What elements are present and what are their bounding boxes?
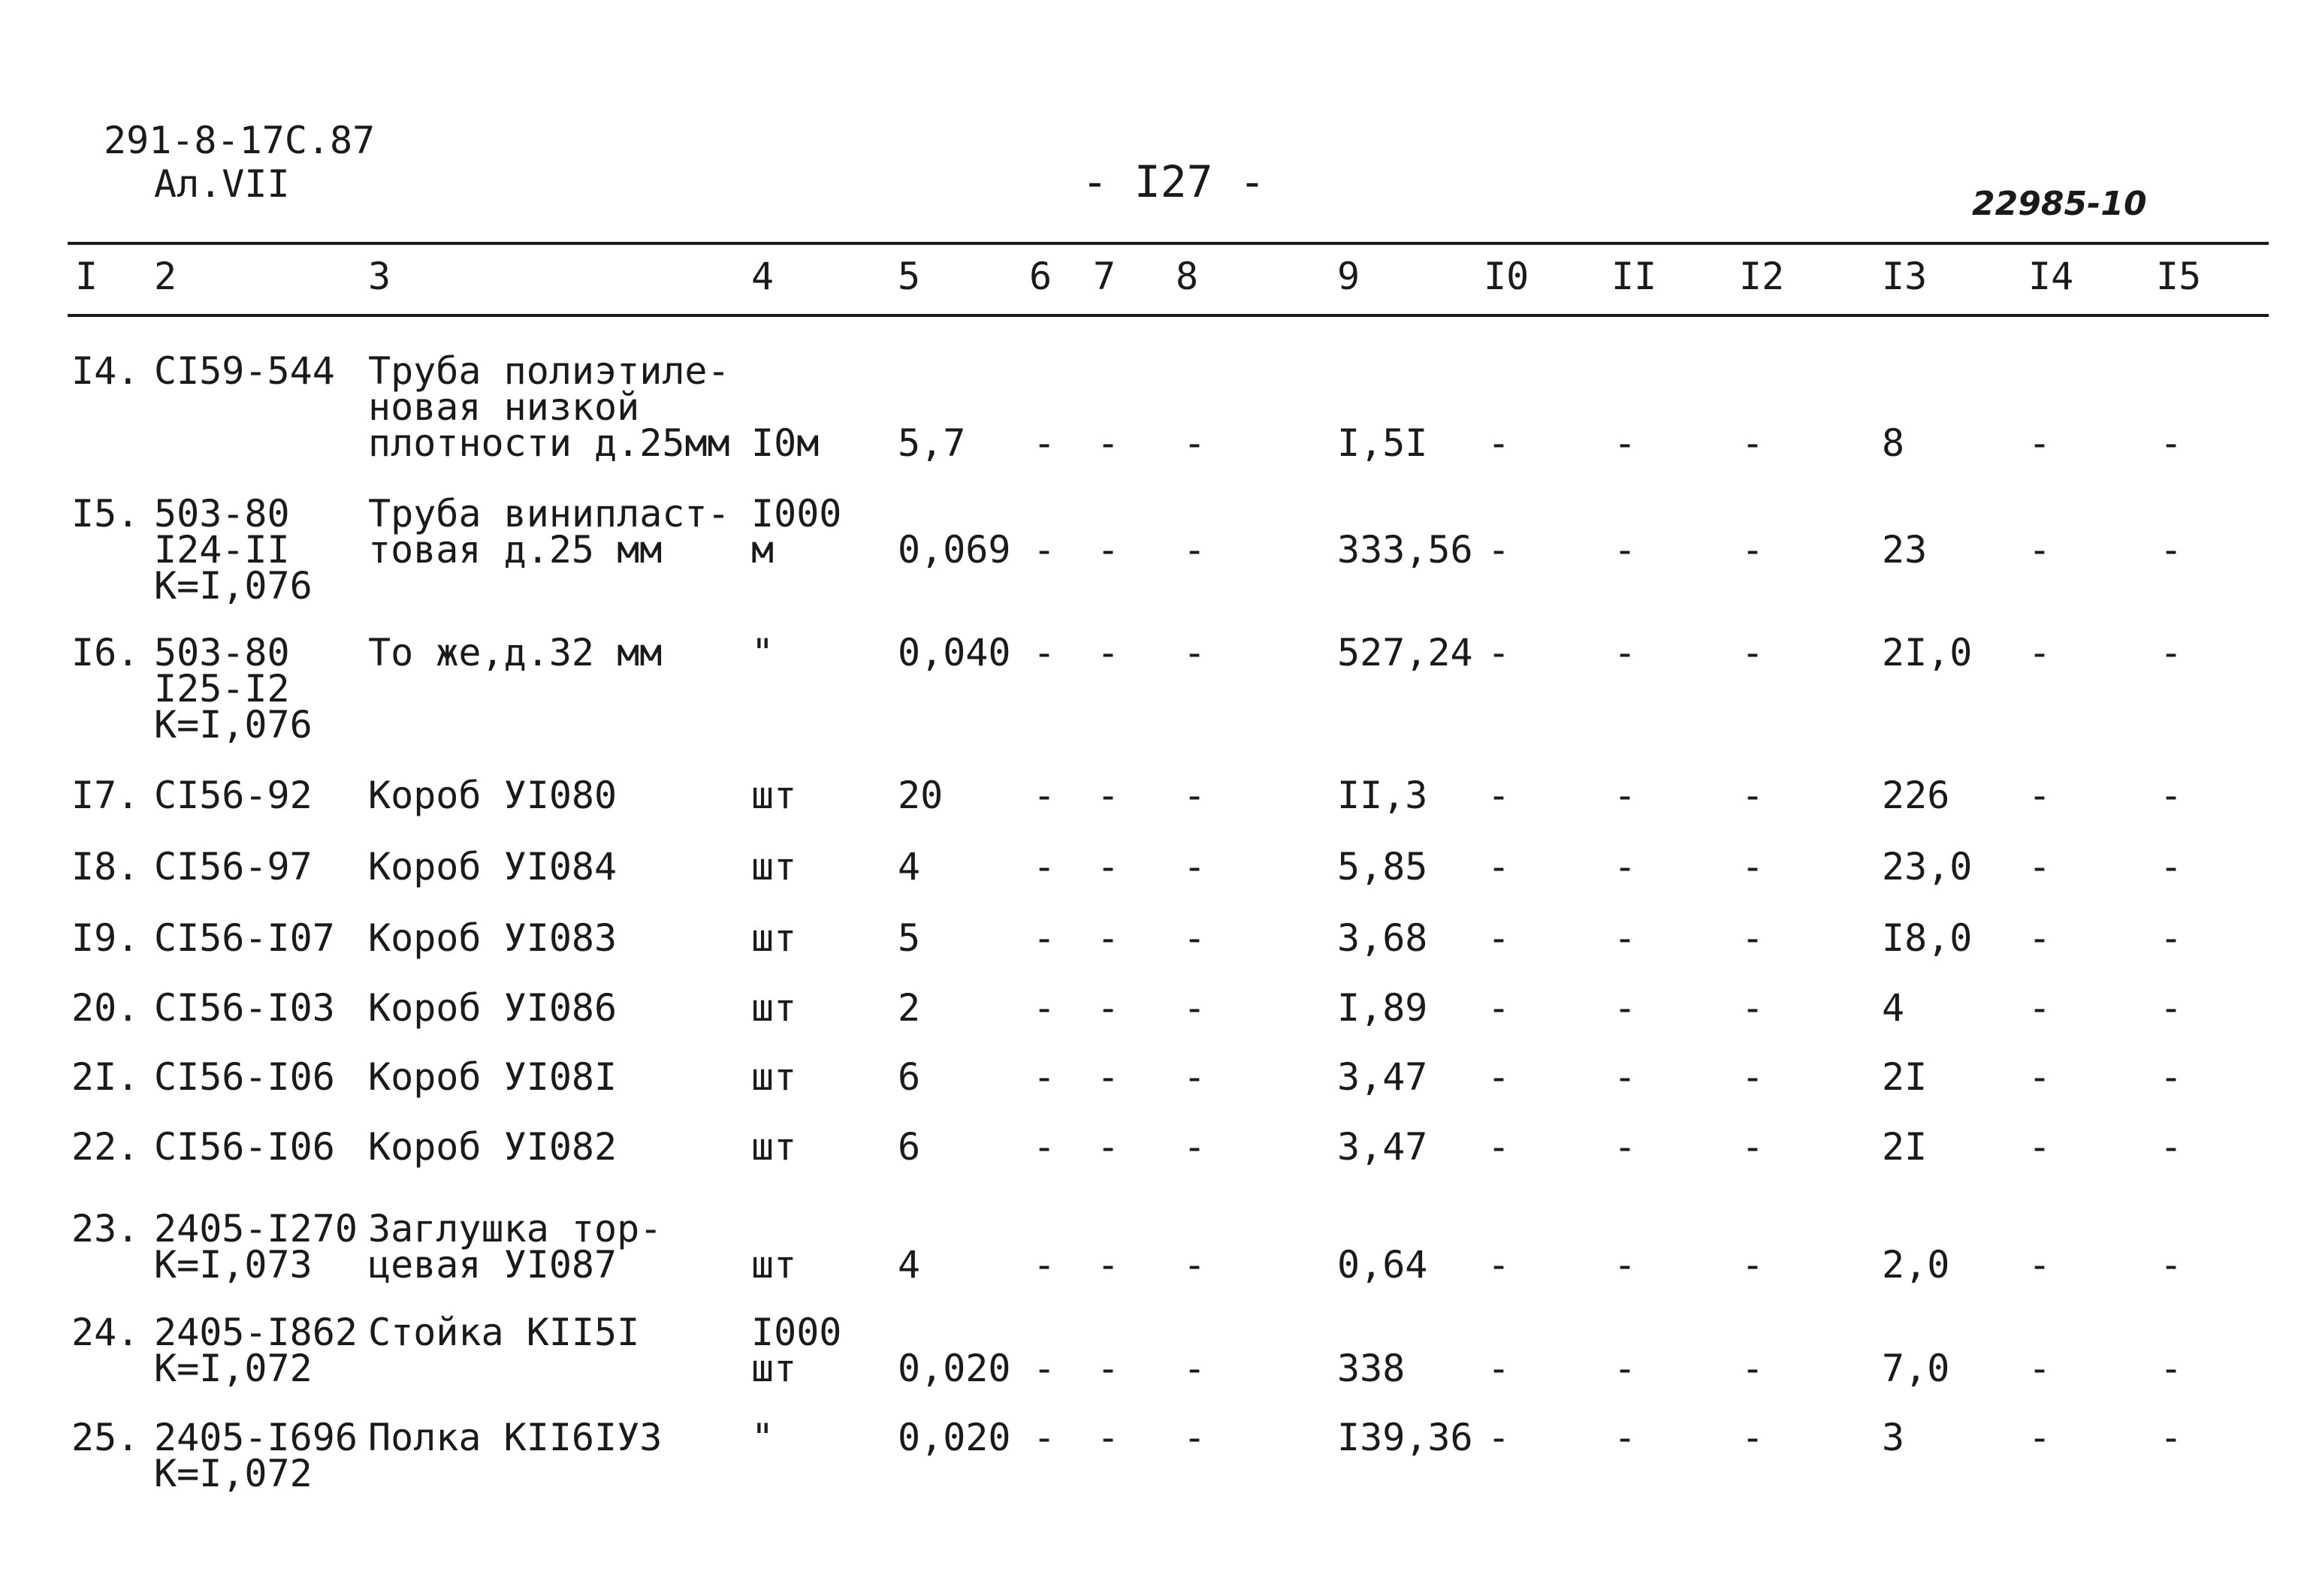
row-col9-value: I,89 (1337, 986, 1428, 1030)
row-c11-dash: - (1614, 631, 1637, 674)
row-name: Заглушка тор- цевая УI087 (368, 1207, 663, 1287)
row-c14-dash: - (2028, 1347, 2052, 1390)
row-c14-dash: - (2028, 986, 2052, 1030)
column-number-2: 2 (154, 255, 177, 298)
row-c14-dash: - (2028, 774, 2052, 817)
row-col13-value: 7,0 (1882, 1347, 1950, 1390)
row-c14-dash: - (2028, 1243, 2052, 1287)
row-code: 503-80 I24-II К=I,076 (154, 492, 313, 608)
row-code: CI59-544 (154, 349, 335, 393)
header-bottom-rule (68, 314, 2269, 317)
row-col13-value: 2,0 (1882, 1243, 1950, 1287)
column-number-15: I5 (2156, 255, 2202, 298)
row-number: I6. (71, 631, 140, 674)
row-col13-value: 2I (1882, 1125, 1928, 1169)
row-col9-value: 3,47 (1337, 1125, 1428, 1169)
row-number: 25. (71, 1416, 140, 1459)
row-c10-dash: - (1487, 1125, 1511, 1169)
row-col5-value: 4 (898, 1243, 921, 1287)
row-code: CI56-I06 (154, 1125, 335, 1169)
row-name: Короб УI08I (368, 1055, 618, 1099)
column-number-8: 8 (1176, 255, 1199, 298)
row-c7-dash: - (1097, 631, 1120, 674)
row-c7-dash: - (1097, 1125, 1120, 1169)
row-col13-value: 2I (1882, 1055, 1928, 1099)
row-c14-dash: - (2028, 1055, 2052, 1099)
row-c8-dash: - (1183, 528, 1206, 572)
row-c15-dash: - (2160, 1125, 2183, 1169)
row-c8-dash: - (1183, 1055, 1206, 1099)
row-c10-dash: - (1487, 916, 1511, 960)
row-c15-dash: - (2160, 421, 2183, 465)
row-c8-dash: - (1183, 916, 1206, 960)
column-number-6: 6 (1029, 255, 1052, 298)
row-c8-dash: - (1183, 1416, 1206, 1459)
row-unit: шт (751, 916, 797, 960)
row-c6-dash: - (1033, 528, 1056, 572)
row-c8-dash: - (1183, 845, 1206, 889)
row-number: I8. (71, 845, 140, 889)
row-c7-dash: - (1097, 1055, 1120, 1099)
row-unit: шт (751, 1055, 797, 1099)
row-col9-value: I,5I (1337, 421, 1428, 465)
row-c14-dash: - (2028, 845, 2052, 889)
row-c12-dash: - (1741, 528, 1765, 572)
row-col9-value: 5,85 (1337, 845, 1428, 889)
row-c6-dash: - (1033, 774, 1056, 817)
row-col5-value: 6 (898, 1125, 921, 1169)
row-number: 22. (71, 1125, 140, 1169)
row-col9-value: I39,36 (1337, 1416, 1473, 1459)
row-c10-dash: - (1487, 986, 1511, 1030)
row-code: 2405-I862 К=I,072 (154, 1311, 358, 1390)
row-c7-dash: - (1097, 986, 1120, 1030)
row-c15-dash: - (2160, 631, 2183, 674)
row-col9-value: 3,47 (1337, 1055, 1428, 1099)
row-c15-dash: - (2160, 845, 2183, 889)
row-c15-dash: - (2160, 1055, 2183, 1099)
column-number-13: I3 (1882, 255, 1928, 298)
row-c6-dash: - (1033, 916, 1056, 960)
row-c7-dash: - (1097, 528, 1120, 572)
row-c14-dash: - (2028, 916, 2052, 960)
row-c11-dash: - (1614, 845, 1637, 889)
row-col9-value: 338 (1337, 1347, 1406, 1390)
row-c15-dash: - (2160, 774, 2183, 817)
row-c7-dash: - (1097, 421, 1120, 465)
row-c6-dash: - (1033, 1416, 1056, 1459)
row-c10-dash: - (1487, 1347, 1511, 1390)
row-code: CI56-92 (154, 774, 313, 817)
row-col5-value: 0,040 (898, 631, 1011, 674)
handwritten-number: 22985-10 (1972, 185, 2147, 223)
column-number-7: 7 (1093, 255, 1116, 298)
row-col9-value: 333,56 (1337, 528, 1473, 572)
row-code: 503-80 I25-I2 К=I,076 (154, 631, 313, 747)
row-col5-value: 5,7 (898, 421, 966, 465)
column-number-5: 5 (898, 255, 921, 298)
row-c14-dash: - (2028, 1125, 2052, 1169)
row-c10-dash: - (1487, 1416, 1511, 1459)
row-c12-dash: - (1741, 1055, 1765, 1099)
row-number: I9. (71, 916, 140, 960)
row-c14-dash: - (2028, 1416, 2052, 1459)
row-code: 2405-I696 К=I,072 (154, 1416, 358, 1495)
row-c6-dash: - (1033, 986, 1056, 1030)
row-col13-value: I8,0 (1882, 916, 1973, 960)
column-number-12: I2 (1739, 255, 1785, 298)
row-c6-dash: - (1033, 631, 1056, 674)
row-c11-dash: - (1614, 986, 1637, 1030)
row-c12-dash: - (1741, 421, 1765, 465)
row-c10-dash: - (1487, 1055, 1511, 1099)
row-c7-dash: - (1097, 1243, 1120, 1287)
row-col5-value: 0,020 (898, 1347, 1011, 1390)
row-unit: " (751, 631, 775, 674)
row-c15-dash: - (2160, 986, 2183, 1030)
column-number-3: 3 (368, 255, 391, 298)
row-unit: шт (751, 1243, 797, 1287)
row-c8-dash: - (1183, 1125, 1206, 1169)
row-c10-dash: - (1487, 845, 1511, 889)
row-number: 24. (71, 1311, 140, 1354)
row-c15-dash: - (2160, 1416, 2183, 1459)
column-number-14: I4 (2028, 255, 2074, 298)
row-c8-dash: - (1183, 1243, 1206, 1287)
row-number: 2I. (71, 1055, 140, 1099)
row-c10-dash: - (1487, 1243, 1511, 1287)
row-c7-dash: - (1097, 845, 1120, 889)
column-number-1: I (75, 255, 98, 298)
row-c8-dash: - (1183, 1347, 1206, 1390)
page-number: - I27 - (1082, 156, 1266, 207)
row-name: Короб УI083 (368, 916, 618, 960)
row-c8-dash: - (1183, 631, 1206, 674)
row-c8-dash: - (1183, 986, 1206, 1030)
row-c14-dash: - (2028, 528, 2052, 572)
row-c11-dash: - (1614, 774, 1637, 817)
row-c8-dash: - (1183, 421, 1206, 465)
row-col13-value: 23,0 (1882, 845, 1973, 889)
row-c12-dash: - (1741, 986, 1765, 1030)
row-c6-dash: - (1033, 1243, 1056, 1287)
row-c7-dash: - (1097, 916, 1120, 960)
row-col13-value: 23 (1882, 528, 1928, 572)
row-unit: шт (751, 986, 797, 1030)
row-col5-value: 5 (898, 916, 921, 960)
table-top-rule (68, 242, 2269, 245)
row-col5-value: 4 (898, 845, 921, 889)
row-code: CI56-I07 (154, 916, 335, 960)
row-c15-dash: - (2160, 1347, 2183, 1390)
row-c11-dash: - (1614, 1243, 1637, 1287)
row-c11-dash: - (1614, 916, 1637, 960)
row-unit: I000 шт (751, 1311, 842, 1390)
row-code: CI56-97 (154, 845, 313, 889)
column-number-11: II (1611, 255, 1657, 298)
row-col9-value: 527,24 (1337, 631, 1473, 674)
row-c12-dash: - (1741, 916, 1765, 960)
row-c11-dash: - (1614, 528, 1637, 572)
row-unit: шт (751, 774, 797, 817)
row-name: Труба полиэтиле- новая низкой плотности д.25мм (368, 349, 730, 465)
row-number: I4. (71, 349, 140, 393)
row-number: I7. (71, 774, 140, 817)
row-c10-dash: - (1487, 774, 1511, 817)
row-c10-dash: - (1487, 421, 1511, 465)
row-number: I5. (71, 492, 140, 536)
row-c6-dash: - (1033, 1125, 1056, 1169)
row-number: 23. (71, 1207, 140, 1251)
row-c6-dash: - (1033, 421, 1056, 465)
row-c6-dash: - (1033, 1347, 1056, 1390)
row-code: CI56-I06 (154, 1055, 335, 1099)
row-c12-dash: - (1741, 1347, 1765, 1390)
row-c11-dash: - (1614, 1125, 1637, 1169)
row-c7-dash: - (1097, 1416, 1120, 1459)
row-unit: шт (751, 1125, 797, 1169)
row-unit: шт (751, 845, 797, 889)
row-col9-value: II,3 (1337, 774, 1428, 817)
row-name: Короб УI084 (368, 845, 618, 889)
row-c14-dash: - (2028, 421, 2052, 465)
row-c11-dash: - (1614, 421, 1637, 465)
row-c12-dash: - (1741, 1243, 1765, 1287)
row-c15-dash: - (2160, 1243, 2183, 1287)
row-c12-dash: - (1741, 631, 1765, 674)
column-number-10: I0 (1484, 255, 1529, 298)
row-c15-dash: - (2160, 916, 2183, 960)
row-col13-value: 2I,0 (1882, 631, 1973, 674)
row-c7-dash: - (1097, 774, 1120, 817)
row-col9-value: 0,64 (1337, 1243, 1428, 1287)
row-unit: I000 м (751, 492, 842, 572)
column-number-9: 9 (1337, 255, 1360, 298)
row-col13-value: 4 (1882, 986, 1905, 1030)
row-c12-dash: - (1741, 1416, 1765, 1459)
row-c11-dash: - (1614, 1347, 1637, 1390)
column-number-4: 4 (751, 255, 775, 298)
row-col5-value: 2 (898, 986, 921, 1030)
row-name: Труба винипласт- товая д.25 мм (368, 492, 730, 572)
document-code: 291-8-17С.87 (104, 119, 376, 162)
row-col5-value: 20 (898, 774, 944, 817)
row-c12-dash: - (1741, 845, 1765, 889)
row-c7-dash: - (1097, 1347, 1120, 1390)
row-name: Короб УI080 (368, 774, 618, 817)
row-col5-value: 0,069 (898, 528, 1011, 572)
row-c12-dash: - (1741, 774, 1765, 817)
row-number: 20. (71, 986, 140, 1030)
row-unit: " (751, 1416, 775, 1459)
row-c6-dash: - (1033, 1055, 1056, 1099)
row-c12-dash: - (1741, 1125, 1765, 1169)
row-col5-value: 0,020 (898, 1416, 1011, 1459)
row-c14-dash: - (2028, 631, 2052, 674)
row-col13-value: 8 (1882, 421, 1905, 465)
row-name: Стойка КII5I (368, 1311, 640, 1354)
row-c11-dash: - (1614, 1416, 1637, 1459)
row-c11-dash: - (1614, 1055, 1637, 1099)
row-col13-value: 226 (1882, 774, 1950, 817)
row-c10-dash: - (1487, 528, 1511, 572)
row-unit: I0м (751, 421, 820, 465)
row-c8-dash: - (1183, 774, 1206, 817)
row-name: Полка КII6IУ3 (368, 1416, 663, 1459)
row-col9-value: 3,68 (1337, 916, 1428, 960)
album-label: Ал.VII (154, 162, 290, 206)
row-code: CI56-I03 (154, 986, 335, 1030)
row-name: Короб УI082 (368, 1125, 618, 1169)
row-name: То же,д.32 мм (368, 631, 663, 674)
row-c10-dash: - (1487, 631, 1511, 674)
row-col5-value: 6 (898, 1055, 921, 1099)
row-c6-dash: - (1033, 845, 1056, 889)
row-c15-dash: - (2160, 528, 2183, 572)
row-name: Короб УI086 (368, 986, 618, 1030)
row-code: 2405-I270 К=I,073 (154, 1207, 358, 1287)
row-col13-value: 3 (1882, 1416, 1905, 1459)
